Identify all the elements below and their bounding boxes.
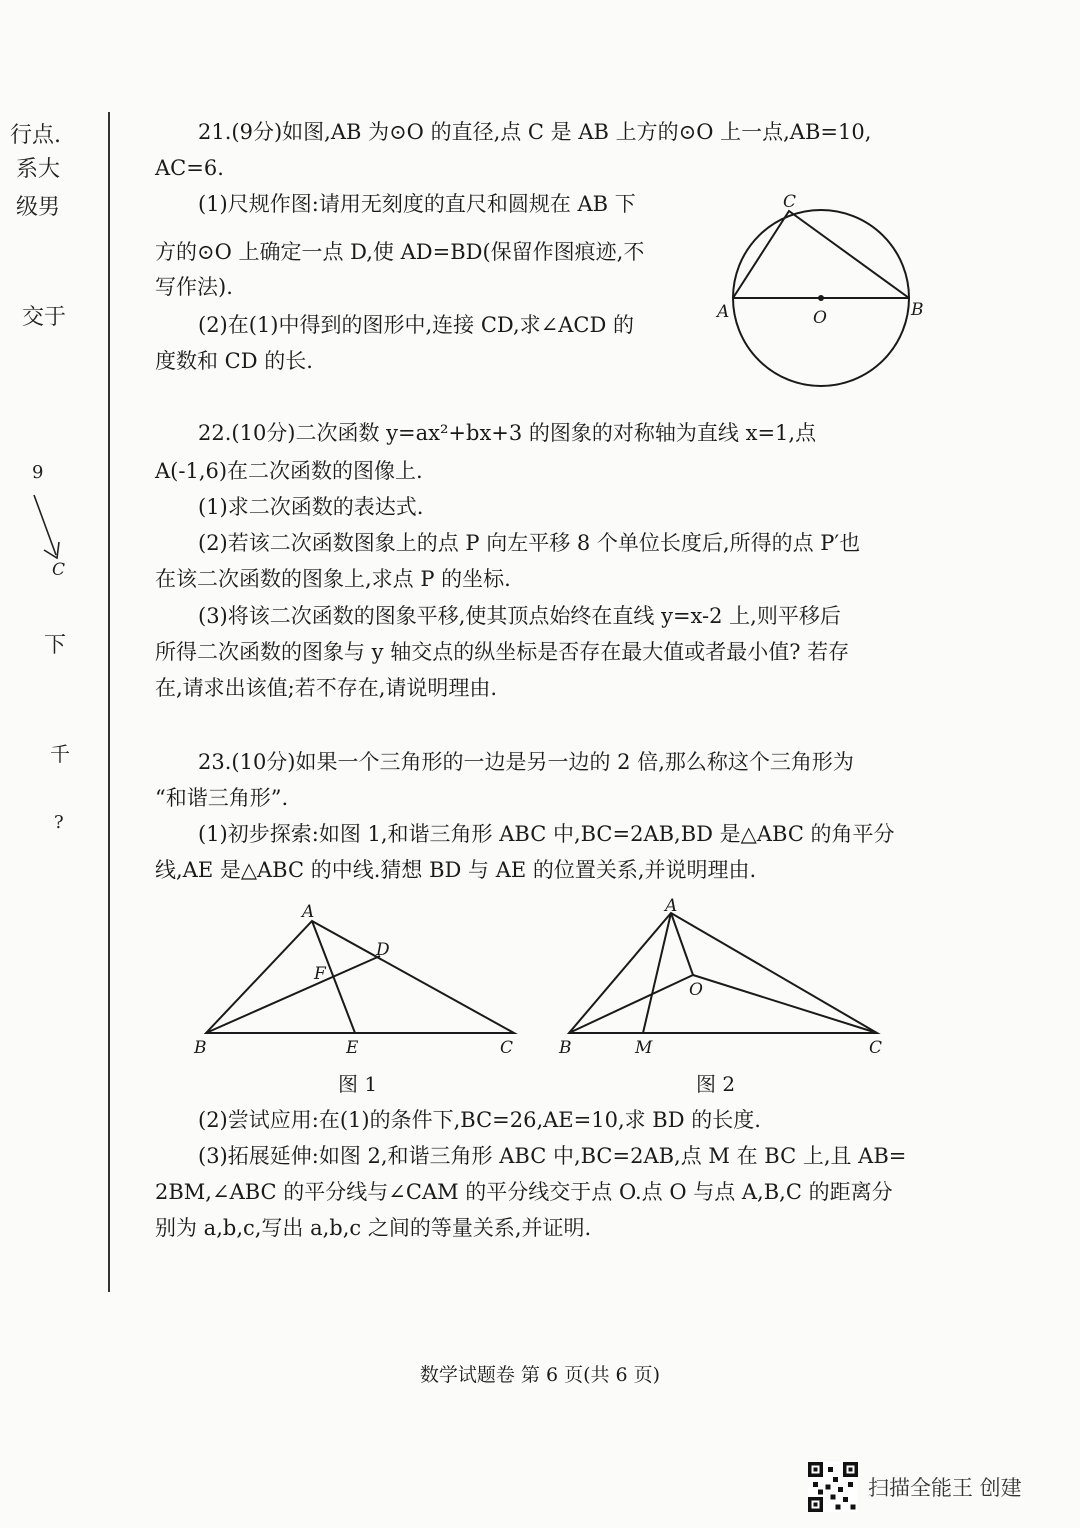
q21-line: AC=6. (155, 156, 224, 180)
q21-line: (2)在(1)中得到的图形中,连接 CD,求∠ACD 的 (198, 313, 635, 337)
margin-fragment: 9 (32, 462, 44, 483)
qr-code-icon (808, 1462, 858, 1512)
label-c: C (869, 1038, 883, 1058)
figure-1-caption: 图 1 (338, 1072, 378, 1096)
q23-line: 2BM,∠ABC 的平分线与∠CAM 的平分线交于点 O.点 O 与点 A,B,C 的距离分 (155, 1180, 893, 1204)
segment-ao (671, 913, 693, 975)
q21-line: 度数和 CD 的长. (155, 349, 313, 373)
margin-fragment: ? (54, 812, 64, 833)
margin-fragment: 行点. (10, 123, 61, 148)
scanner-watermark: 扫描全能王 创建 (868, 1476, 1022, 1500)
segment-bd (206, 956, 380, 1033)
center-point (818, 295, 824, 301)
q23-line: 线,AE 是△ABC 的中线.猜想 BD 与 AE 的位置关系,并说明理由. (155, 858, 757, 882)
label-b: B (559, 1038, 572, 1058)
label-o: O (689, 980, 703, 1000)
label-c: C (783, 192, 797, 212)
figure-2-caption: 图 2 (696, 1072, 736, 1096)
q23-line: “和谐三角形”. (155, 786, 289, 810)
label-d: D (376, 940, 390, 960)
label-a: A (717, 302, 730, 322)
margin-fragment: 系大 (16, 157, 61, 182)
q21-line: 21.(9分)如图,AB 为⊙O 的直径,点 C 是 AB 上方的⊙O 上一点,AB=10, (198, 120, 872, 144)
label-f: F (314, 964, 326, 984)
q22-line: (1)求二次函数的表达式. (198, 495, 424, 519)
q23-line: (3)拓展延伸:如图 2,和谐三角形 ABC 中,BC=2AB,点 M 在 BC 上,且 AB= (198, 1144, 907, 1168)
q21-circle-figure (705, 185, 940, 405)
q22-line: (2)若该二次函数图象上的点 P 向左平移 8 个单位长度后,所得的点 P′也 (198, 531, 861, 555)
q22-line: 所得二次函数的图象与 y 轴交点的纵坐标是否存在最大值或者最小值? 若存 (155, 640, 850, 664)
q22-line: 22.(10分)二次函数 y=ax²+bx+3 的图象的对称轴为直线 x=1,点 (198, 421, 817, 445)
q23-figure-2 (555, 895, 895, 1065)
q23-line: (1)初步探索:如图 1,和谐三角形 ABC 中,BC=2AB,BD 是△ABC 的角平分 (198, 822, 895, 846)
label-c: C (500, 1038, 514, 1058)
q22-line: A(-1,6)在二次函数的图像上. (155, 459, 423, 483)
triangle-abc (206, 921, 514, 1033)
q23-line: (2)尝试应用:在(1)的条件下,BC=26,AE=10,求 BD 的长度. (198, 1108, 761, 1132)
label-e: E (346, 1038, 359, 1058)
margin-fragment: 级男 (16, 195, 61, 220)
margin-fragment: C (52, 560, 66, 580)
margin-fragment: 下 (44, 633, 67, 658)
triangle-abc (569, 913, 877, 1033)
q22-line: 在,请求出该值;若不存在,请说明理由. (155, 676, 498, 700)
segment-co (693, 975, 877, 1033)
label-a: A (665, 896, 678, 916)
margin-rule (108, 112, 110, 1292)
page-footer: 数学试题卷 第 6 页(共 6 页) (419, 1364, 661, 1386)
q21-line: 写作法). (155, 275, 233, 299)
q21-line: 方的⊙O 上确定一点 D,使 AD=BD(保留作图痕迹,不 (155, 240, 645, 264)
margin-arrow (28, 490, 68, 570)
label-m: M (635, 1038, 653, 1058)
segment-bo (569, 975, 693, 1033)
q22-line: (3)将该二次函数的图象平移,使其顶点始终在直线 y=x-2 上,则平移后 (198, 604, 841, 628)
label-b: B (194, 1038, 207, 1058)
q22-line: 在该二次函数的图象上,求点 P 的坐标. (155, 567, 511, 591)
label-a: A (302, 902, 315, 922)
q23-figure-1 (190, 895, 530, 1065)
q23-line: 别为 a,b,c,写出 a,b,c 之间的等量关系,并证明. (155, 1216, 592, 1240)
margin-fragment: 交于 (22, 305, 67, 330)
margin-fragment: 千 (50, 742, 70, 766)
label-b: B (911, 300, 924, 320)
label-o: O (813, 308, 827, 328)
chord-ac-cb (733, 211, 909, 298)
q21-line: (1)尺规作图:请用无刻度的直尺和圆规在 AB 下 (198, 192, 636, 216)
q23-line: 23.(10分)如果一个三角形的一边是另一边的 2 倍,那么称这个三角形为 (198, 750, 854, 774)
